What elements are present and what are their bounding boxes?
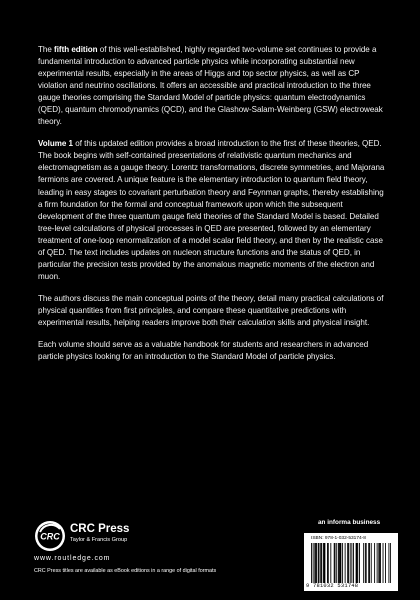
barcode-bar	[323, 543, 324, 583]
blurb-paragraph-volume1	[38, 138, 388, 283]
barcode-bar	[315, 543, 316, 583]
barcode-bar	[335, 543, 336, 583]
barcode-bar	[339, 543, 340, 583]
barcode-bar	[353, 543, 354, 583]
blurb-p1-bold: fifth edition	[54, 45, 98, 54]
barcode-bar	[324, 543, 325, 583]
barcode-bar	[334, 543, 335, 583]
barcode-digits: 9 781032 531748	[306, 583, 359, 589]
blurb-paragraph-authors: The authors discuss the main conceptual points of the theory, detail many practical calculations of physical quantities from first principles, and compare these quantitative predictions with experimental results, helping readers improve both their calculation skills and physical insight.	[38, 293, 384, 327]
barcode-bar	[368, 543, 369, 583]
barcode-bar	[336, 543, 337, 583]
barcode-bar	[338, 543, 339, 583]
barcode-bar	[350, 543, 351, 583]
barcode-bar	[374, 543, 375, 583]
barcode-bar	[359, 543, 360, 583]
barcode-bar	[311, 543, 312, 583]
barcode-bar	[320, 543, 321, 583]
publisher-group: Taylor & Francis Group	[70, 537, 128, 543]
barcode-bar	[356, 543, 357, 583]
barcode-bar	[319, 543, 320, 583]
barcode-bars	[311, 543, 391, 583]
barcode-bar	[366, 543, 367, 583]
crc-press-logo	[34, 520, 66, 552]
publisher-website[interactable]: www.routledge.com	[34, 555, 111, 562]
barcode-bar	[369, 543, 370, 583]
barcode-bar	[321, 543, 322, 583]
barcode-bar	[388, 543, 389, 583]
informa-business-label: an informa business	[318, 519, 381, 526]
isbn-text: ISBN: 978-1-032-53174-8	[311, 536, 366, 541]
blurb-p2-post: of this updated edition provides a broad introduction to the first of these theories, QED. The book begins with self-contained presentations of relativistic quantum mechanics and electromagnetism as a gauge theory. Lorentz transformations, discrete symmetries, and Majorana fermions are covered. A unique feature is the elementary introduction to quantum field theory, leading in easy stages to covariant perturbation theory and Feynman graphs, thereby establishing a firm foundation for the formal and conceptual framework upon which the subsequent development of the three quantum gauge field theories of the Standard Model is based. Detailed tree-level calculations of physical processes in QED are presented, followed by an elementary treatment of one-loop renormalization of a model scalar field theory, and then by the realistic case of QED. The text includes updates on nucleon structure functions and the status of QED, in particular the precision tests provided by the anomalous magnetic moments of the electron and muon.	[38, 139, 385, 281]
barcode-bar	[380, 543, 381, 583]
barcode-bar	[313, 543, 314, 583]
barcode-bar	[324, 543, 325, 583]
barcode-bar	[327, 543, 328, 583]
publisher-name: CRC Press	[70, 523, 130, 535]
barcode-bar	[348, 543, 349, 583]
barcode-bar	[328, 543, 329, 583]
barcode-bar	[340, 543, 341, 583]
barcode-bar	[363, 543, 364, 583]
barcode-bar	[314, 543, 315, 583]
barcode-bar	[383, 543, 384, 583]
barcode-bar	[385, 543, 386, 583]
ebook-note: CRC Press titles are available as eBook editions in a range of digital formats	[34, 568, 217, 574]
barcode-bar	[378, 543, 379, 583]
blurb-p1-post: of this well-established, highly regarded two-volume set continues to provide a fundamental introduction to advanced particle physics while incorporating substantial new experimental results, especially in the areas of Higgs and top sector physics, as well as CP violation and neutrino oscillations. It offers an accessible and practical introduction to the three gauge theories comprising the Standard Model of particle physics: quantum electrodynamics (QED), quantum chromodynamics (QCD), and the Glashow-Salam-Weinberg (GSW) electroweak theory.	[38, 45, 383, 127]
blurb-paragraph-edition	[38, 44, 388, 128]
isbn-barcode	[304, 533, 398, 591]
barcode-bar	[345, 543, 346, 583]
barcode-bar	[347, 543, 348, 583]
blurb-p1-pre: The	[38, 45, 55, 54]
barcode-bar	[365, 543, 366, 583]
barcode-bar	[316, 543, 317, 583]
barcode-bar	[330, 543, 331, 583]
barcode-bar	[351, 543, 352, 583]
back-cover-blurb	[38, 44, 388, 373]
crc-logo-text: CRC	[40, 531, 60, 542]
barcode-bar	[342, 543, 343, 583]
barcode-bar	[340, 543, 341, 583]
barcode-bar	[357, 543, 358, 583]
barcode-bar	[356, 543, 357, 583]
barcode-bar	[377, 543, 378, 583]
barcode-bar	[379, 543, 380, 583]
blurb-p2-bold: Volume 1	[38, 139, 74, 149]
barcode-bar	[371, 543, 372, 583]
barcode-bar	[318, 543, 319, 583]
barcode-bar	[390, 543, 391, 583]
blurb-paragraph-audience: Each volume should serve as a valuable handbook for students and researchers in advanced particle physics looking for an introduction to the Standard Model of particle physics.	[38, 340, 369, 362]
